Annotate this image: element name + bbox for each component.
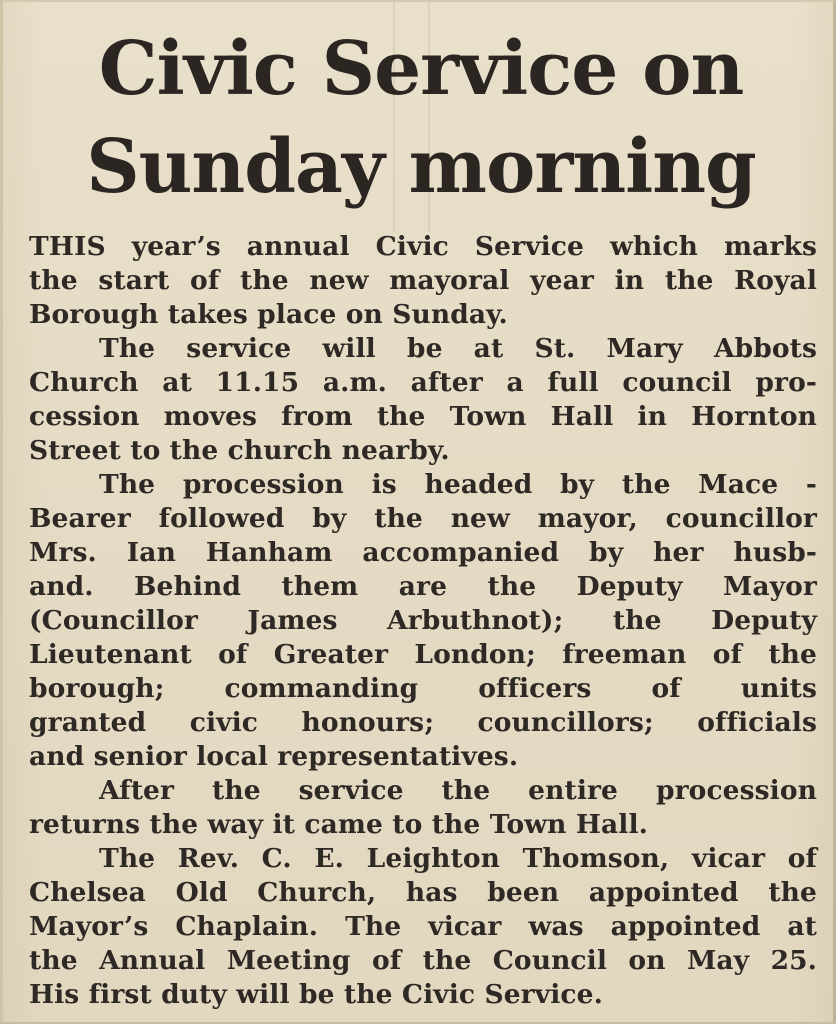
body-line: His first duty will be the Civic Service. (29, 979, 603, 1010)
body-line: Chelsea Old Church, has been appointed the (29, 877, 817, 908)
body-line: The Rev. C. E. Leighton Thomson, vicar of (99, 843, 817, 874)
headline-line-2: Sunday morning (86, 124, 756, 210)
body-line: After the service the entire procession (99, 775, 817, 806)
body-line: the start of the new mayoral year in the Royal (29, 265, 817, 296)
article-body (29, 230, 817, 1012)
body-line: Lieutenant of Greater London; freeman of the (29, 639, 817, 670)
body-line: cession moves from the Town Hall in Hornton (29, 401, 817, 432)
body-line: Mayor’s Chaplain. The vicar was appointed at (29, 911, 817, 942)
body-line: Borough takes place on Sunday. (29, 299, 508, 330)
body-line: Mrs. Ian Hanham accompanied by her husb- (29, 537, 817, 568)
body-line: returns the way it came to the Town Hall. (29, 809, 648, 840)
body-line: (Councillor James Arbuthnot); the Deputy (29, 605, 817, 636)
body-line: Church at 11.15 a.m. after a full council pro- (29, 367, 817, 398)
body-line: granted civic honours; councillors; officials (29, 707, 817, 738)
body-line: and. Behind them are the Deputy Mayor (29, 571, 817, 602)
body-line: Bearer followed by the new mayor, councillor (29, 503, 817, 534)
headline-line-1: Civic Service on (98, 26, 744, 112)
body-line: and senior local representatives. (29, 741, 519, 772)
body-line: borough; commanding officers of units (29, 673, 817, 704)
body-line: Street to the church nearby. (29, 435, 450, 466)
body-line: The procession is headed by the Mace - (99, 469, 817, 500)
body-line: THIS year’s annual Civic Service which marks (29, 231, 817, 262)
body-line: the Annual Meeting of the Council on May 25. (29, 945, 817, 976)
body-line: The service will be at St. Mary Abbots (99, 333, 817, 364)
